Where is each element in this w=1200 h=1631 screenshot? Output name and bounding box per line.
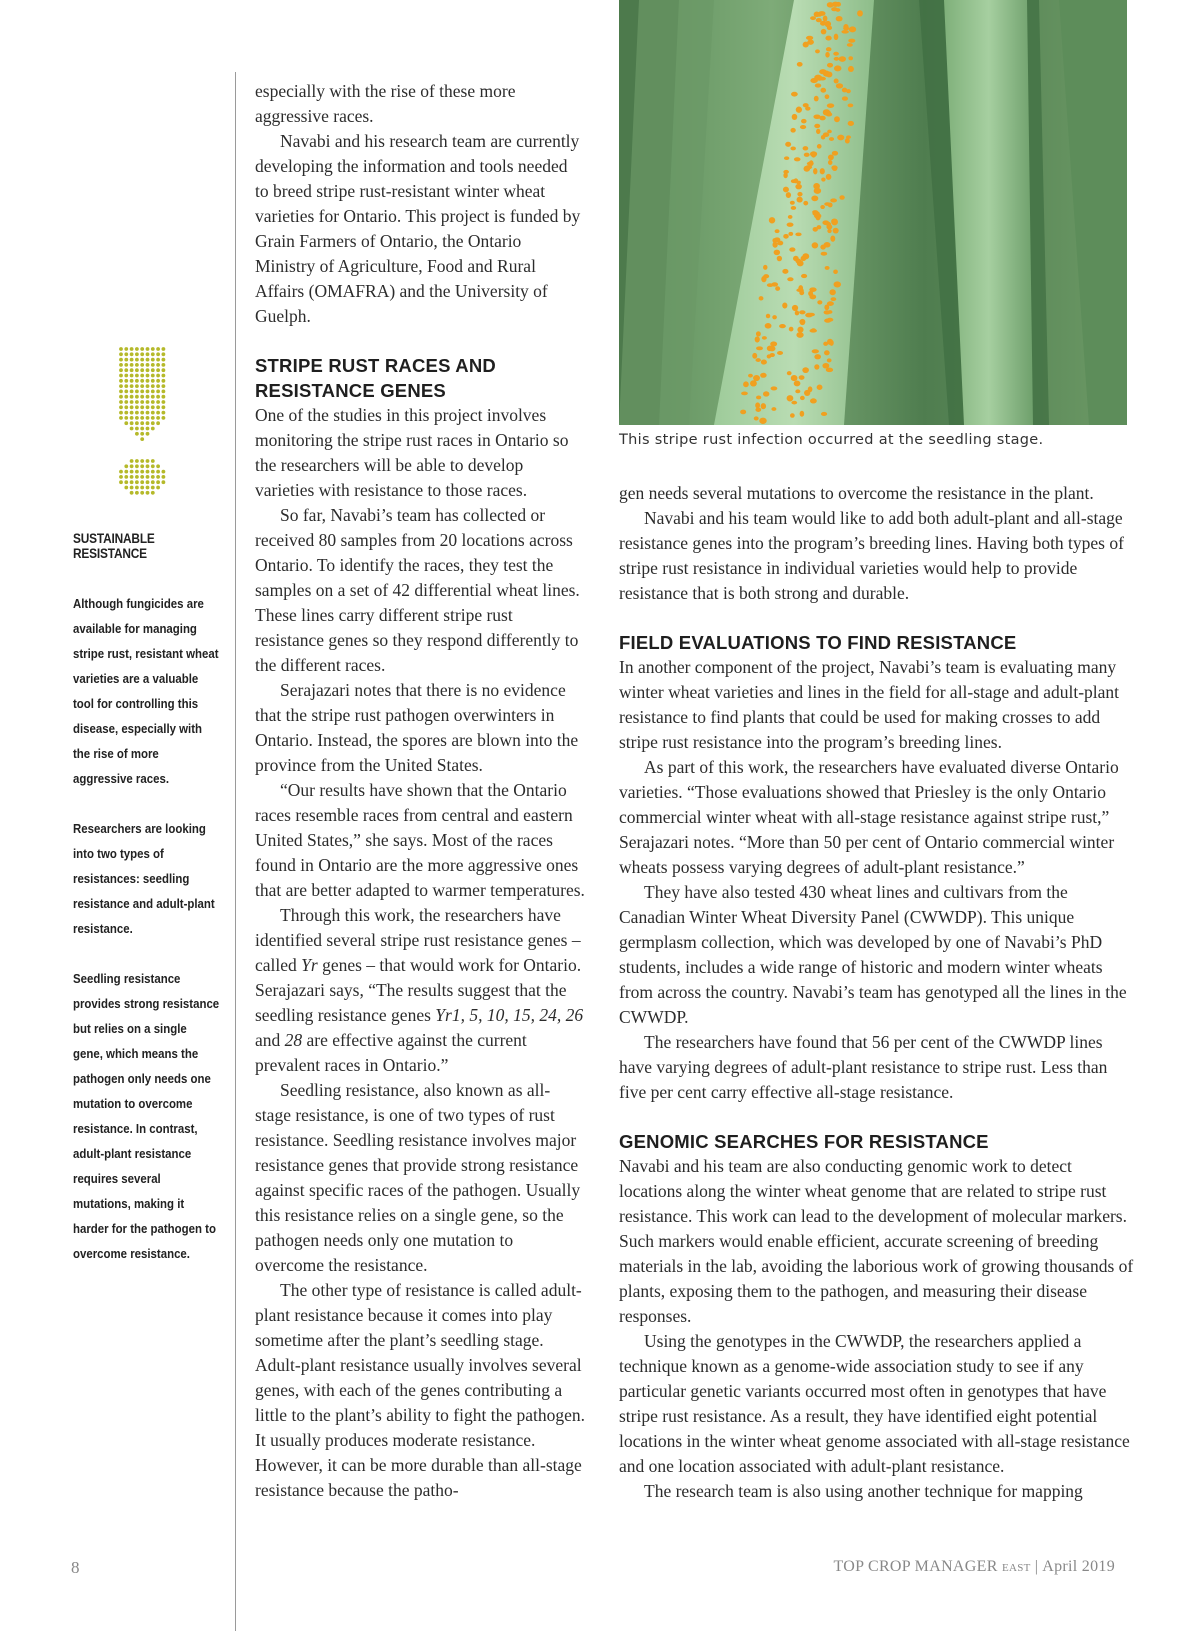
rust-spore — [831, 297, 837, 301]
rust-spore — [804, 153, 810, 157]
rust-spore — [791, 375, 798, 381]
rust-spore — [797, 192, 802, 196]
rust-spore — [824, 350, 830, 355]
rust-spore — [826, 174, 832, 180]
rust-spore — [821, 177, 825, 181]
rust-spore — [799, 320, 803, 324]
rust-spore — [763, 265, 767, 270]
rust-spore — [814, 354, 821, 359]
rust-spore — [811, 328, 816, 332]
rust-spore — [756, 331, 761, 336]
rust-spore — [837, 135, 844, 141]
rust-spore — [783, 173, 787, 179]
rust-spore — [790, 413, 795, 418]
rust-spore — [806, 36, 813, 40]
rust-spore — [797, 327, 803, 333]
sidebar-title: SUSTAINABLE RESISTANCE — [73, 531, 155, 561]
rust-spore — [795, 233, 801, 237]
rust-spore — [813, 227, 818, 232]
rust-spore — [813, 114, 820, 119]
rust-spore — [829, 340, 833, 346]
magazine-edition: EAST — [1002, 1562, 1031, 1574]
text-run: are effective against the current prevalent races in Ontario.” — [255, 1030, 527, 1075]
rust-spore — [816, 129, 820, 134]
rust-spore — [823, 132, 829, 137]
rust-spore — [816, 215, 821, 221]
section-heading: GENOMIC SEARCHES FOR RESISTANCE — [619, 1131, 989, 1152]
rust-spore — [832, 151, 838, 156]
rust-spore — [827, 26, 832, 30]
rust-spore — [800, 396, 805, 400]
rust-spore — [846, 89, 851, 93]
rust-spore — [834, 78, 839, 83]
rust-spore — [826, 72, 832, 78]
rust-spore — [830, 198, 837, 202]
rust-spore — [827, 103, 834, 108]
rust-spore — [835, 8, 840, 12]
rust-spore — [820, 205, 825, 209]
rust-spore — [831, 219, 838, 225]
rust-spore — [825, 266, 830, 270]
rust-spore — [791, 401, 797, 405]
sidebar-paragraph: Seedling resistance provides strong resistance but relies on a single gene, which means the pathogen only needs one mutation to overcome resistance. In contrast, adult-plant resistance requires several mutations, making it harder for the pathogen to overcome resistance. — [73, 971, 220, 1261]
page-number: 8 — [71, 1558, 80, 1577]
rust-spore — [762, 336, 767, 340]
rust-spore — [788, 232, 793, 236]
text-run: genes – that would work for Ontario. Serajazari says, “The results suggest that the seedling resistance genes — [255, 955, 582, 1025]
rust-spore — [790, 128, 795, 133]
paragraph: Navabi and his team are also conducting genomic work to detect locations along the winter wheat genome that are related to stripe rust resistance. This work can lead to the development of molecular markers. Such markers would enable efficient, accurate screening of breeding materials in the lab, avoiding the laborious work of growing thousands of plants, exposing them to the pathogen, and measuring their disease responses. — [619, 1156, 1134, 1326]
rust-spore — [787, 395, 794, 401]
rust-spore — [817, 385, 823, 390]
rust-spore — [756, 346, 763, 350]
footer-separator: | — [1034, 1558, 1039, 1575]
rust-spore — [809, 294, 816, 299]
rust-spore — [796, 332, 803, 338]
rust-spore — [834, 281, 842, 287]
exclamation-dots-icon — [118, 346, 166, 498]
rust-spore — [834, 65, 841, 71]
article-column-2 — [619, 481, 1134, 1504]
rust-spore — [827, 358, 832, 362]
rust-spore — [795, 184, 802, 190]
rust-spore — [775, 286, 780, 291]
rust-spore — [779, 324, 786, 328]
rust-spore — [801, 274, 807, 278]
rust-spore — [777, 351, 783, 355]
rust-spore — [810, 398, 817, 403]
paragraph-yr-genes — [255, 903, 585, 1078]
rust-spore — [794, 381, 801, 387]
rust-spore — [754, 416, 759, 420]
rust-spore — [803, 42, 809, 48]
rust-spore — [827, 229, 831, 233]
rust-spore — [834, 116, 840, 122]
rust-spore — [788, 215, 793, 219]
paragraph: So far, Navabi’s team has collected or received 80 samples from 20 locations across Ontario. To identify the races, they test the samples on a set of 42 differential wheat lines. These lines carry different stripe rust resistance genes so they respond differently to the different races. — [255, 505, 580, 675]
rust-spore — [827, 2, 834, 7]
rust-spore — [848, 121, 854, 126]
rust-spore — [820, 21, 826, 26]
rust-spore — [823, 342, 828, 346]
sidebar-body — [73, 591, 219, 1266]
rust-spore — [812, 349, 819, 353]
paragraph: Using the genotypes in the CWWDP, the researchers applied a technique known as a genome-wide association study to see if any particular genetic variants occurred most often in genotypes that have stripe rust resistance. As a result, they have identified eight potential locations in the winter wheat genome associated with all-stage resistance and one location associated with adult-plant resistance. — [619, 1331, 1130, 1476]
rust-spore — [775, 229, 780, 233]
rust-spore — [814, 364, 819, 369]
sidebar — [73, 346, 223, 1291]
paragraph: In another component of the project, Navabi’s team is evaluating many winter wheat varieties and lines in the field for all-stage and adult-plant resistance to find plants that could be used for making crosses to add stripe rust resistance into the program’s breeding lines. — [619, 657, 1120, 752]
paragraph: Serajazari notes that there is no evidence that the stripe rust pathogen overwinters in Ontario. Instead, the spores are blown into the province from the United States. — [255, 680, 579, 775]
rust-spore — [800, 125, 806, 129]
rust-spore — [829, 137, 834, 141]
rust-spore — [834, 57, 840, 61]
rust-spore — [785, 142, 791, 147]
rust-spore — [740, 410, 746, 415]
rust-spore — [826, 368, 833, 373]
rust-spore — [827, 318, 834, 322]
rust-spore — [769, 217, 775, 223]
rust-spore — [789, 247, 795, 251]
rust-spore — [831, 165, 837, 170]
rust-spore — [760, 373, 767, 378]
rust-spore — [825, 36, 831, 41]
rust-spore — [748, 374, 753, 378]
rust-spore — [772, 242, 777, 248]
rust-spore — [836, 83, 843, 88]
running-footer — [833, 1558, 1115, 1576]
rust-spore — [761, 360, 767, 365]
rust-spore — [750, 380, 757, 386]
rust-spore — [791, 92, 798, 97]
rust-spore — [772, 315, 777, 319]
rust-spore — [857, 10, 863, 16]
magazine-name: TOP CROP MANAGER — [833, 1558, 998, 1575]
rust-spore — [814, 124, 820, 128]
rust-spore — [766, 314, 770, 319]
paragraph: The other type of resistance is called adult-plant resistance because it comes into play sometime after the plant’s seedling stage. Adult-plant resistance usually involves several genes, with each of the genes contributing a little to the plant’s ability to fight the pathogen. It usually produces moderate resistance. However, it can be more durable than all-stage resistance because the patho- — [255, 1280, 586, 1500]
section-heading: STRIPE RUST RACES AND RESISTANCE GENES — [255, 355, 496, 401]
paragraph: Navabi and his research team are currently developing the information and tools needed to breed stripe rust-resistant winter wheat varieties for Ontario. This project is funded by Grain Farmers of Ontario, the Ontario Ministry of Agriculture, Food and Rural Affairs (OMAFRA) and the University of Guelph. — [255, 131, 581, 326]
rust-spore — [828, 154, 834, 160]
rust-spore — [795, 389, 800, 393]
column-divider — [235, 72, 236, 1631]
rust-spore — [755, 336, 760, 342]
rust-spore — [848, 39, 855, 43]
rust-spore — [759, 296, 764, 300]
photo-caption: This stripe rust infection occurred at the seedling stage. — [619, 432, 1044, 448]
rust-spore — [810, 78, 817, 83]
paragraph: especially with the rise of these more aggressive races. — [255, 81, 516, 126]
rust-spore — [848, 66, 854, 72]
rust-spore — [794, 157, 801, 161]
rust-spore — [805, 107, 810, 111]
paragraph: As part of this work, the researchers have evaluated diverse Ontario varieties. “Those evaluations showed that Priesley is the only Ontario commercial winter wheat with all-stage resistance against stripe rust,” Serajazari notes. “More than 50 per cent of Ontario commercial winter wheats possess varying degrees of adult-plant resistance.” — [619, 757, 1119, 877]
rust-spore — [845, 138, 850, 144]
rust-spore — [763, 391, 769, 396]
rust-spore — [825, 94, 830, 99]
rust-spore — [839, 195, 844, 199]
rust-spore — [810, 16, 816, 20]
rust-spore — [820, 244, 826, 249]
rust-spore — [797, 260, 804, 266]
stripe-rust-leaf-photo — [619, 0, 1127, 425]
rust-spore — [755, 402, 760, 408]
rust-spore — [801, 119, 807, 124]
rust-spore — [784, 156, 789, 160]
rust-spore — [821, 412, 827, 416]
rust-spore — [849, 26, 856, 32]
paragraph: One of the studies in this project involves monitoring the stripe rust races in Ontario so the researchers will be able to develop varieties with resistance to those races. — [255, 405, 569, 500]
rust-spore — [814, 188, 821, 194]
rust-spore — [767, 345, 774, 351]
rust-spore — [826, 224, 832, 229]
rust-spore — [756, 358, 761, 362]
rust-spore — [803, 201, 808, 206]
rust-spore — [817, 300, 822, 304]
rust-spore — [827, 63, 833, 68]
rust-spore — [828, 310, 833, 314]
rust-spore — [829, 289, 835, 295]
rust-spore — [777, 256, 782, 262]
rust-spore — [821, 29, 827, 35]
rust-spore — [800, 411, 805, 417]
rust-spore — [812, 242, 819, 248]
rust-spore — [795, 311, 799, 316]
rust-spore — [786, 192, 791, 198]
sidebar-paragraph: Researchers are looking into two types of resistances: seedling resistance and adult-plant resistance. — [73, 821, 215, 936]
rust-spore — [822, 363, 829, 369]
rust-spore — [771, 407, 776, 411]
rust-spore — [774, 250, 780, 256]
rust-spore — [815, 83, 822, 87]
rust-spore — [755, 408, 761, 412]
gene-name: Yr — [301, 955, 318, 975]
rust-spore — [743, 381, 749, 387]
section-heading: FIELD EVALUATIONS TO FIND RESISTANCE — [619, 632, 1017, 653]
rust-spore — [836, 16, 843, 21]
rust-spore — [761, 403, 766, 409]
rust-spore — [787, 222, 794, 226]
paragraph: The research team is also using another technique for mapping — [644, 1481, 1083, 1501]
rust-spore — [833, 228, 839, 234]
rust-spore — [793, 178, 798, 183]
rust-spore — [820, 88, 826, 93]
rust-spore — [787, 371, 792, 375]
rust-spore — [827, 130, 832, 134]
rust-spore — [816, 13, 821, 17]
paragraph: Navabi and his team would like to add both adult-plant and all-stage resistance genes into the program’s breeding lines. Having both types of stripe rust resistance in individual varieties would help to provide resistance that is both strong and durable. — [619, 508, 1124, 603]
rust-spore — [833, 270, 838, 274]
rust-spore — [792, 305, 798, 311]
rust-spore — [811, 153, 816, 158]
rust-spore — [813, 168, 817, 174]
sidebar-paragraph: Although fungicides are available for managing stripe rust, resistant wheat varieties are a valuable tool for controlling this disease, especially with the rise of more aggressive races. — [73, 596, 219, 786]
rust-spore — [805, 313, 813, 318]
rust-spore — [797, 197, 803, 203]
rust-spore — [814, 96, 819, 102]
rust-spore — [799, 290, 804, 295]
rust-spore — [803, 146, 809, 150]
rust-spore — [787, 277, 793, 281]
rust-spore — [789, 327, 794, 332]
rust-spore — [753, 375, 760, 381]
rust-spore — [834, 34, 839, 40]
rust-spore — [802, 253, 809, 259]
text-run: and — [255, 1030, 285, 1050]
rust-spore — [782, 303, 787, 309]
rust-spore — [841, 30, 848, 34]
rust-spore — [752, 353, 757, 359]
rust-spore — [791, 206, 796, 210]
rust-spore — [765, 323, 772, 329]
rust-spore — [823, 15, 828, 21]
rust-spore — [797, 62, 803, 67]
rust-spore — [767, 283, 774, 287]
rust-spore — [828, 203, 833, 208]
rust-spore — [790, 201, 795, 205]
article-column-1 — [255, 79, 585, 1503]
rust-spore — [843, 27, 849, 31]
rust-spore — [741, 392, 748, 396]
rust-spore — [802, 367, 809, 373]
paragraph: Seedling resistance, also known as all-stage resistance, is one of two types of rust resistance. Seedling resistance involves major resistance genes that provide strong resistance against specific races of the pathogen. Usually this resistance relies on a single gene, so the pathogen needs only one mutation to overcome the resistance. — [255, 1080, 581, 1275]
rust-spore — [804, 390, 810, 396]
text-run: Through this work, the researchers have identified several stripe rust resistance genes – called — [255, 905, 581, 975]
paragraph: The researchers have found that 56 per cent of the CWWDP lines have varying degrees of adult-plant resistance to stripe rust. Less than five per cent carry effective all-stage resistance. — [619, 1032, 1108, 1102]
rust-spore — [769, 353, 774, 357]
rust-spore — [826, 47, 832, 51]
rust-spore — [825, 52, 829, 58]
rust-spore — [782, 269, 788, 274]
rust-spore — [839, 56, 846, 62]
rust-spore — [771, 386, 778, 390]
paragraph: gen needs several mutations to overcome the resistance in the plant. — [619, 483, 1094, 503]
rust-spore — [761, 276, 766, 282]
rust-spore — [799, 310, 805, 314]
rust-spore — [783, 187, 789, 193]
rust-spore — [792, 114, 798, 120]
rust-spore — [783, 234, 789, 239]
rust-spore — [821, 252, 828, 256]
rust-spore — [823, 109, 829, 115]
issue-date: April 2019 — [1042, 1558, 1115, 1575]
paragraph: “Our results have shown that the Ontario races resemble races from central and eastern United States,” she says. Most of the races found in Ontario are the more aggressive ones that are better adapted to warmer temperatures. — [255, 780, 585, 900]
rust-spore — [807, 162, 814, 166]
rust-spore — [790, 146, 795, 150]
rust-spore — [817, 144, 822, 149]
rust-spore — [820, 168, 825, 174]
rust-spore — [777, 241, 783, 246]
rust-spore — [847, 43, 853, 47]
rust-spore — [799, 375, 805, 380]
rust-spore — [805, 165, 812, 169]
rust-spore — [828, 160, 832, 165]
rust-spore — [819, 69, 827, 74]
rust-spore — [833, 52, 839, 56]
rust-spore — [842, 96, 848, 100]
rust-spore — [824, 304, 829, 310]
rust-spore — [796, 107, 802, 113]
rust-spore — [811, 196, 818, 202]
paragraph: They have also tested 430 wheat lines and cultivars from the Canadian Winter Wheat Diversity Panel (CWWDP). This unique germplasm collection, which was developed by one of Navabi’s PhD students, includes a wide range of historic and modern winter wheats from across the country. Navabi’s team has genotyped all the lines in the CWWDP. — [619, 882, 1127, 1027]
gene-list: Yr1, 5, 10, 15, 24, 26 — [435, 1005, 584, 1025]
rust-spore — [848, 56, 853, 60]
gene-list: 28 — [284, 1030, 303, 1050]
rust-spore — [848, 103, 854, 107]
rust-spore — [830, 235, 835, 241]
rust-spore — [756, 395, 761, 399]
rust-spore — [815, 49, 820, 53]
rust-spore — [759, 418, 766, 424]
